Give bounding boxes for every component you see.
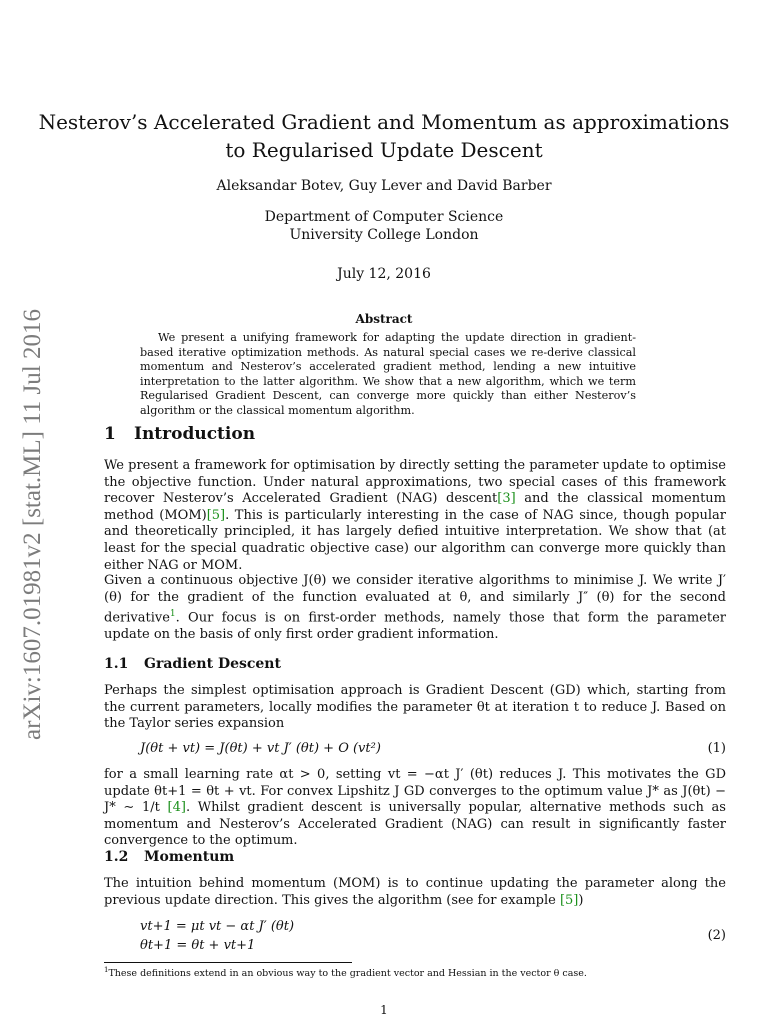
intro-paragraph-2 [104,573,726,644]
paper-title-line1: Nesterov’s Accelerated Gradient and Momentum as approximations [38,110,730,134]
footnote [104,966,726,979]
text-run: and the classical momentum method (MOM) [104,491,726,523]
citation-link[interactable]: [3] [497,491,516,507]
text-run: We present a framework for optimisation by directly setting the parameter update to optimise the objective function. Under natural approximations, two special cases of this framework recover Nesterov’s Accelerated Gradient (NAG) descent [104,458,726,507]
equation-1: J(θt + vt) = J(θt) + vt J′ (θt) + O (vt²) [140,741,381,756]
abstract-text: We present a unifying framework for adapting the update direction in gradient-based iterative optimization methods. As natural special cases we re-derive classical momentum and Nesterov’s accelerated gradient method, lending a new intuitive interpretation to the latter algorithm. We show that a new algorithm, which we term Regularised Gradient Descent, can converge more quickly than either Nesterov’s algorithm or the classical momentum algorithm. [140,331,636,417]
footnote-link[interactable]: 1 [169,609,176,620]
citation-link[interactable]: [4] [167,800,186,816]
paper-title [0,108,768,164]
section-heading-introduction [104,424,255,444]
subsection-number: 1.2 [104,849,129,865]
text-run: The intuition behind momentum (MOM) is to continue updating the parameter along the previous update direction. This gives the algorithm (see for example [104,876,726,908]
affiliation-department: Department of Computer Science [264,209,504,225]
paper-date: July 12, 2016 [337,266,431,282]
affiliation [0,208,768,244]
section-number: 1 [104,424,116,444]
intro-paragraph-1 [104,458,726,574]
subsection-number: 1.1 [104,656,129,672]
text-run: . Whilst gradient descent is universally popular, alternative methods such as momentum and Nesterov’s Accelerated Gradient (NAG) can result in significantly faster convergence to the optimum. [104,800,726,849]
section-title: Introduction [134,424,256,444]
text-run: for a small learning rate αt > 0, setting vt = −αt J′ (θt) reduces J. This motivates the GD update θt+1 = θt + vt. For convex Lipshitz J GD converges to the optimum value J* as J(θt) − J* ∼ 1/t [104,767,726,816]
subsection-heading-momentum [104,849,234,865]
citation-link[interactable]: [5] [559,892,579,908]
authors: Aleksandar Botev, Guy Lever and David Barber [216,178,552,194]
subsection-heading-gradient-descent [104,656,281,672]
text-run: . This is particularly interesting in the case of NAG since, though popular and theoretically principled, it has largely defied intuitive interpretation. We show that (at least for the special quadratic objective case) our algorithm can converge more quickly than either NAG or MOM. [104,507,726,573]
equation-2-line1: vt+1 = μt vt − αt J′ (θt) [140,919,295,934]
citation-link[interactable]: [5] [206,507,226,523]
subsection-title: Gradient Descent [144,656,281,672]
paper-title-line2: to Regularised Update Descent [225,138,543,162]
footnote-rule [104,962,352,963]
gd-paragraph-2 [104,767,726,850]
page-number: 1 [380,1003,388,1017]
text-run: ) [578,892,584,908]
abstract-heading: Abstract [355,312,413,326]
equation-2 [140,917,294,955]
subsection-title: Momentum [144,849,235,865]
arxiv-identifier: arXiv:1607.01981v2 [stat.ML] 11 Jul 2016 [19,309,46,740]
affiliation-university: University College London [289,227,479,243]
text-run: Given a continuous objective J(θ) we consider iterative algorithms to minimise J. We write J′ (θ) for the gradient of the function evaluated at θ, and similarly J″ (θ) for the second derivative [104,573,726,626]
momentum-paragraph-1 [104,876,726,909]
equation-number-1: (1) [707,741,726,756]
gd-paragraph-1: Perhaps the simplest optimisation approach is Gradient Descent (GD) which, starting from the current parameters, locally modifies the parameter θt at iteration t to reduce J. Based on the Taylor series expansion [104,683,726,732]
equation-2-line2: θt+1 = θt + vt+1 [140,938,256,953]
footnote-text: These definitions extend in an obvious way to the gradient vector and Hessian in the vector θ case. [108,968,587,980]
footnote-mark: 1 [104,966,109,974]
text-run: . Our focus is on first-order methods, namely those that form the parameter update on the basis of only first order gradient information. [104,610,726,643]
equation-number-2: (2) [707,928,726,943]
